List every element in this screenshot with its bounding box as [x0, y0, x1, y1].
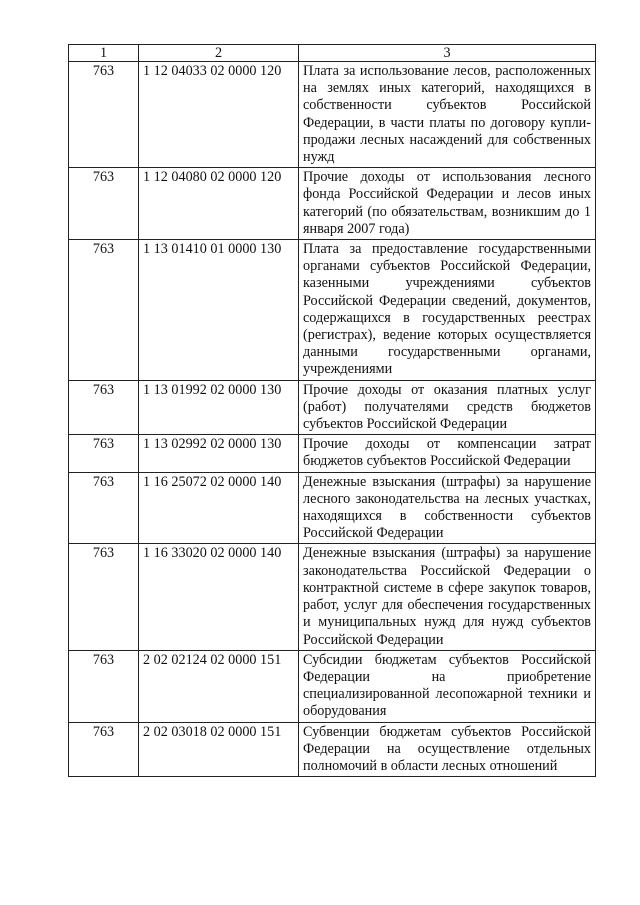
table-row — [69, 62, 596, 168]
description-cell: Денежные взыскания (штрафы) за нарушение законодательства Российской Федерации о контрактной системе в сфере закупок товаров, работ, услуг для обеспечения государственных и муниципальных нужд для нужд субъектов Российской Федерации — [299, 544, 596, 650]
budget-code-cell: 1 12 04080 02 0000 120 — [139, 168, 299, 240]
description-cell: Плата за предоставление государственными органами субъектов Российской Федерации, казенными учреждениями субъектов Российской Федерации сведений, документов, содержащихся в государственных реестрах (регистрах), ведение которых осуществляется данными государственными органами, учреждениями — [299, 240, 596, 381]
description-cell: Плата за использование лесов, расположенных на землях иных категорий, находящихся в собственности субъектов Российской Федерации, в части платы по договору купли-продажи лесных насаждений для собственных нужд — [299, 62, 596, 168]
description-cell: Прочие доходы от использования лесного фонда Российской Федерации и лесов иных категорий (по обязательствам, возникшим до 1 января 2007 года) — [299, 168, 596, 240]
table-row — [69, 380, 596, 435]
admin-code-cell: 763 — [69, 650, 139, 722]
table-row — [69, 472, 596, 544]
description-cell: Субвенции бюджетам субъектов Российской Федерации на осуществление отдельных полномочий в области лесных отношений — [299, 722, 596, 777]
budget-code-cell: 2 02 03018 02 0000 151 — [139, 722, 299, 777]
budget-code-cell: 1 13 02992 02 0000 130 — [139, 435, 299, 472]
description-cell: Прочие доходы от оказания платных услуг (работ) получателями средств бюджетов субъектов Российской Федерации — [299, 380, 596, 435]
table-row — [69, 435, 596, 472]
column-header-admin: 1 — [69, 45, 139, 62]
column-header-description: 3 — [299, 45, 596, 62]
description-cell: Прочие доходы от компенсации затрат бюджетов субъектов Российской Федерации — [299, 435, 596, 472]
budget-code-cell: 1 12 04033 02 0000 120 — [139, 62, 299, 168]
description-cell: Субсидии бюджетам субъектов Российской Федерации на приобретение специализированной лесопожарной техники и оборудования — [299, 650, 596, 722]
table-header — [69, 45, 596, 62]
admin-code-cell: 763 — [69, 472, 139, 544]
admin-code-cell: 763 — [69, 722, 139, 777]
table-body — [69, 62, 596, 777]
admin-code-cell: 763 — [69, 240, 139, 381]
budget-code-cell: 1 16 33020 02 0000 140 — [139, 544, 299, 650]
table-row — [69, 650, 596, 722]
budget-code-cell: 1 16 25072 02 0000 140 — [139, 472, 299, 544]
admin-code-cell: 763 — [69, 168, 139, 240]
table-row — [69, 544, 596, 650]
budget-code-cell: 2 02 02124 02 0000 151 — [139, 650, 299, 722]
description-cell: Денежные взыскания (штрафы) за нарушение лесного законодательства на лесных участках, находящихся в собственности субъектов Российской Федерации — [299, 472, 596, 544]
budget-code-cell: 1 13 01992 02 0000 130 — [139, 380, 299, 435]
admin-code-cell: 763 — [69, 62, 139, 168]
header-row — [69, 45, 596, 62]
revenue-codes-table — [68, 44, 596, 777]
admin-code-cell: 763 — [69, 380, 139, 435]
column-header-code: 2 — [139, 45, 299, 62]
admin-code-cell: 763 — [69, 544, 139, 650]
table-row — [69, 240, 596, 381]
table-row — [69, 722, 596, 777]
budget-code-cell: 1 13 01410 01 0000 130 — [139, 240, 299, 381]
admin-code-cell: 763 — [69, 435, 139, 472]
table-row — [69, 168, 596, 240]
